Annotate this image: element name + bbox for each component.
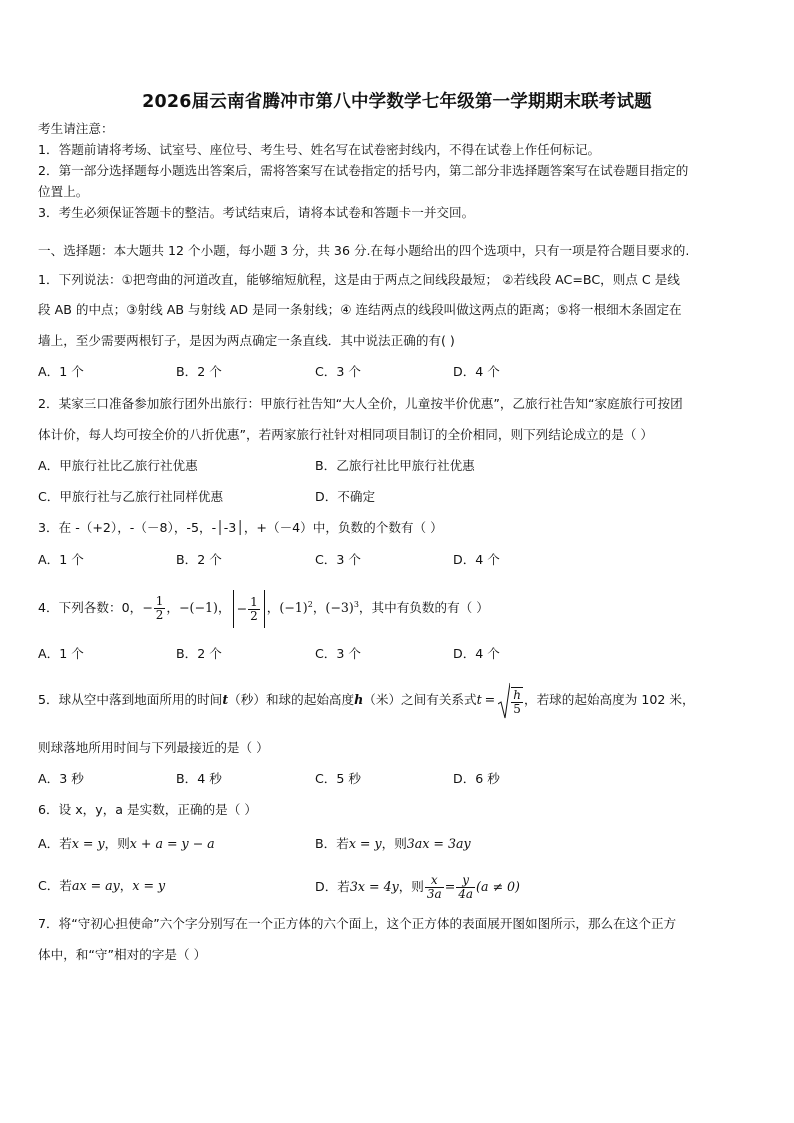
notice-item: 3．考生必须保证答题卡的整洁。考试结束后，请将本试卷和答题卡一并交回。 xyxy=(38,205,475,220)
q5-t: t xyxy=(222,692,229,707)
q2-option-d: D．不确定 xyxy=(315,489,376,504)
q4-abs-minus: − xyxy=(236,600,248,616)
q4-option-b: B．2 个 xyxy=(176,646,222,661)
q5-part1: 5．球从空中落到地面所用的时间 xyxy=(38,692,223,707)
q4-pow2-base: (−3) xyxy=(325,600,354,616)
q5-formula-den: 5 xyxy=(513,701,521,716)
q6-a-cond: x = y xyxy=(71,836,105,851)
q4-sep2: ， xyxy=(217,600,231,616)
notice-item: 位置上。 xyxy=(38,184,89,199)
q3-option-b: B．2 个 xyxy=(176,552,222,567)
q6-d-label: D．若 xyxy=(315,879,350,894)
q1-line: 墙上，至少需要两根钉子，是因为两点确定一条直线．其中说法正确的有( ) xyxy=(38,333,455,348)
q6-d-fraction1 xyxy=(425,874,444,901)
q4-half-den: 2 xyxy=(155,608,164,623)
q5-line2: 则球落地所用时间与下列最接近的是（ ） xyxy=(38,740,269,755)
q5-option-a: A．3 秒 xyxy=(38,771,84,786)
q1-option-c: C．3 个 xyxy=(315,364,361,379)
q5-option-c: C．5 秒 xyxy=(315,771,361,786)
q5-part4: ，若球的起始高度为 102 米， xyxy=(523,692,695,707)
q6-b-res: 3ax = 3ay xyxy=(406,836,471,851)
q6-d-cond: 3x = 4y xyxy=(349,879,399,894)
q5-sqrt-fraction xyxy=(511,687,523,716)
q6-d-fraction2 xyxy=(456,874,475,901)
q5-h: h xyxy=(354,692,364,707)
q6-option-d xyxy=(315,870,520,904)
q4-half-num: 1 xyxy=(155,594,164,609)
page-title: 2026届云南省腾冲市第八中学数学七年级第一学期期末联考试题 xyxy=(142,92,652,112)
q1-option-a: A．1 个 xyxy=(38,364,84,379)
q6-c-mid: ， xyxy=(119,878,133,893)
q5-part3: （米）之间有关系式 xyxy=(363,692,477,707)
q5-formula-t: t xyxy=(476,692,482,707)
q6-d-cond2: (a ≠ 0) xyxy=(476,879,520,894)
q7-line: 7．将“守初心担使命”六个字分别写在一个正方体的六个面上，这个正方体的表面展开图如图所示，那么在这个正方 xyxy=(38,916,677,931)
q4-sep3: ， xyxy=(266,600,280,616)
q4-prefix: 4．下列各数：0， xyxy=(38,600,143,616)
q2-option-c: C．甲旅行社与乙旅行社同样优惠 xyxy=(38,489,224,504)
q4-option-c: C．3 个 xyxy=(315,646,361,661)
q4-abs-fraction xyxy=(248,596,260,623)
q2-line: 2．某家三口准备参加旅行团外出旅行：甲旅行社告知“大人全价，儿童按半价优惠”，乙旅行社告知“家庭旅行可按团 xyxy=(38,396,683,411)
q1-option-d: D．4 个 xyxy=(453,364,500,379)
q6-c-res: x = y xyxy=(132,878,166,893)
q3-option-c: C．3 个 xyxy=(315,552,361,567)
notice-heading: 考生请注意： xyxy=(38,121,114,136)
q6-a-mid: ，则 xyxy=(104,836,130,851)
q6-c-cond: ax = ay xyxy=(71,878,120,893)
q6-line: 6．设 x，y，a 是实数，正确的是（ ） xyxy=(38,802,257,817)
q6-d-den1: 3a xyxy=(426,887,442,901)
q6-option-a xyxy=(38,836,215,852)
q4-option-a: A．1 个 xyxy=(38,646,84,661)
q6-b-mid: ，则 xyxy=(381,836,407,851)
q4-pow1-exp: 2 xyxy=(307,600,313,609)
q6-d-num1: x xyxy=(425,874,444,888)
q7-line: 体中，和“守”相对的字是（ ） xyxy=(38,947,207,962)
q5-option-d: D．6 秒 xyxy=(453,771,500,786)
q6-d-num2: y xyxy=(456,874,475,888)
q5-formula-eq: = xyxy=(484,692,496,707)
q5-part2: （秒）和球的起始高度 xyxy=(228,692,355,707)
q5-line xyxy=(38,680,695,721)
q5-formula-num: h xyxy=(513,687,521,702)
q6-c-label: C．若 xyxy=(38,878,72,893)
q3-option-d: D．4 个 xyxy=(453,552,500,567)
q4-suffix: ，其中有负数的有（ ） xyxy=(358,600,489,616)
q6-d-mid: ，则 xyxy=(398,879,424,894)
q6-d-den2: 4a xyxy=(458,887,474,901)
q4-pow2-exp: 3 xyxy=(353,600,359,609)
q1-line: 段 AB 的中点；③射线 AB 与射线 AD 是同一条射线；④ 连结两点的线段叫做这两点的距离；⑤将一根细木条固定在 xyxy=(38,302,682,317)
notice-item: 1．答题前请将考场、试室号、座位号、考生号、姓名写在试卷密封线内，不得在试卷上作任何标记。 xyxy=(38,142,601,157)
q1-option-b: B．2 个 xyxy=(176,364,222,379)
q4-minus: − xyxy=(142,600,153,616)
q6-b-cond: x = y xyxy=(348,836,382,851)
q2-option-a: A．甲旅行社比乙旅行社优惠 xyxy=(38,458,198,473)
q2-line: 体计价，每人均可按全价的八折优惠”，若两家旅行社针对相同项目制订的全价相同，则下列结论成立的是（ ） xyxy=(38,427,654,442)
q6-a-res: x + a = y − a xyxy=(129,836,215,851)
q6-d-eq: = xyxy=(444,879,456,894)
q1-line: 1．下列说法：①把弯曲的河道改直，能够缩短航程，这是由于两点之间线段最短； ②若线段 AC=BC，则点 C 是线 xyxy=(38,272,680,287)
q4-line xyxy=(38,586,489,628)
notice-item: 2．第一部分选择题每小题选出答案后，需将答案写在试卷指定的括号内，第二部分非选择题答案写在试卷题目指定的 xyxy=(38,163,689,178)
q3-line: 3．在 -（+2），-（－8），-5，-│-3│，+（－4）中，负数的个数有（ ） xyxy=(38,520,443,535)
q2-option-b: B．乙旅行社比甲旅行社优惠 xyxy=(315,458,475,473)
q6-option-b xyxy=(315,836,471,852)
sqrt-icon xyxy=(498,681,524,721)
q4-fraction-half xyxy=(154,595,166,622)
q4-neg-neg1: −(−1) xyxy=(178,600,218,616)
q6-a-label: A．若 xyxy=(38,836,72,851)
q4-abs-value xyxy=(233,590,265,628)
q6-option-c xyxy=(38,878,165,894)
q4-sep4: ， xyxy=(312,600,326,616)
q4-pow1-base: (−1) xyxy=(279,600,308,616)
q4-abs-den: 2 xyxy=(250,608,258,623)
q4-abs-num: 1 xyxy=(250,594,258,609)
q4-sep: ， xyxy=(166,600,179,616)
q5-option-b: B．4 秒 xyxy=(176,771,222,786)
section-heading: 一、选择题：本大题共 12 个小题，每小题 3 分，共 36 分.在每小题给出的四个选项中，只有一项是符合题目要求的. xyxy=(38,243,690,258)
q3-option-a: A．1 个 xyxy=(38,552,84,567)
q4-option-d: D．4 个 xyxy=(453,646,500,661)
q6-b-label: B．若 xyxy=(315,836,349,851)
